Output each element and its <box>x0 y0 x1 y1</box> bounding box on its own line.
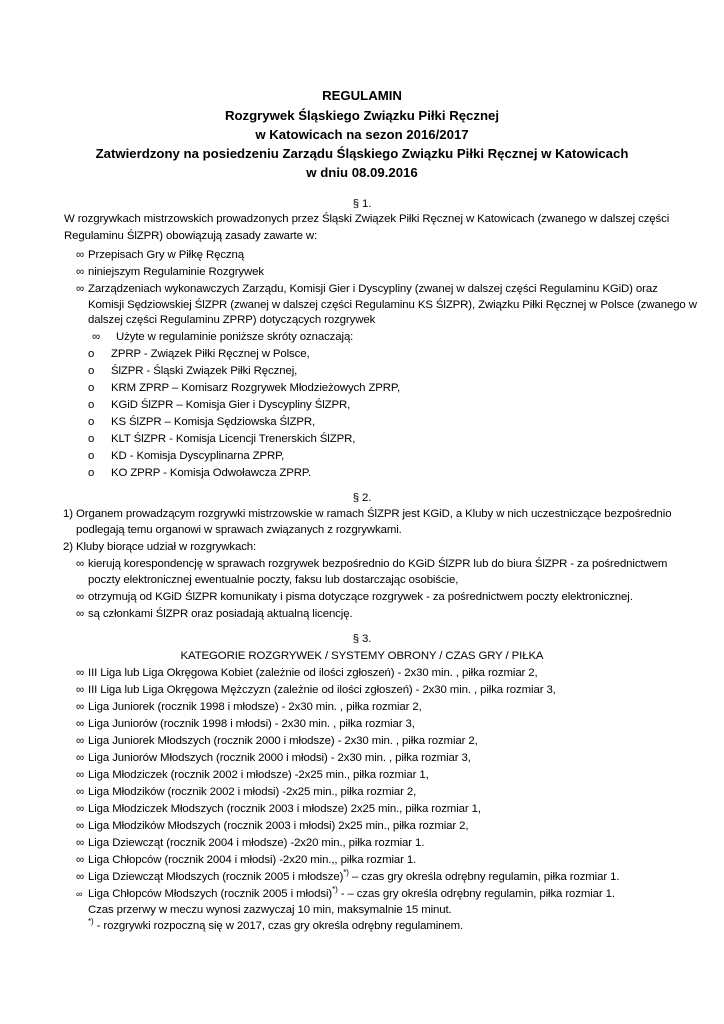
category-item: Liga Chłopców (rocznik 2004 i młodsi) -2x20 min.,, piłka rozmiar 1. <box>88 854 417 866</box>
s1-bullet-3-line3: dalszej części Regulaminu ZPRP) dotyczących rozgrywek <box>88 314 376 326</box>
bullet-icon: ∞ <box>76 769 85 781</box>
break-note: Czas przerwy w meczu wynosi zazwyczaj 10 min, maksymalnie 15 minut. <box>88 904 452 916</box>
category-item: Liga Juniorek (rocznik 1998 i młodsze) - 2x30 min. , piłka rozmiar 2, <box>88 701 422 713</box>
bullet-icon: ∞ <box>76 889 83 899</box>
abbr-item: KD - Komisja Dyscyplinarna ZPRP, <box>111 450 285 462</box>
bullet-icon: ∞ <box>76 591 85 603</box>
section-3-subheading: KATEGORIE ROZGRYWEK / SYSTEMY OBRONY / CZAS GRY / PIŁKA <box>180 650 544 662</box>
s1-bullet-3-line2: Komisji Sędziowskiej ŚlZPR (zwanej w dalszej części Regulaminu KS ŚlZPR), Związku Piłki Ręcznej w Polsce (zwanego w <box>88 299 697 311</box>
s2-bullet-2: otrzymują od KGiD ŚlZPR komunikaty i pisma dotyczące rozgrywek - za pośrednictwem poczty elektronicznej. <box>88 591 633 603</box>
abbr-item: KRM ZPRP – Komisarz Rozgrywek Młodzieżowych ZPRP, <box>111 382 401 394</box>
bullet-icon: ∞ <box>76 854 85 866</box>
bullet-icon: ∞ <box>76 837 85 849</box>
circle-bullet-icon: o <box>88 382 95 394</box>
s1-bullet-1: Przepisach Gry w Piłkę Ręczną <box>88 249 244 261</box>
bullet-icon: ∞ <box>76 249 85 261</box>
abbr-item: KO ZPRP - Komisja Odwoławcza ZPRP. <box>111 467 312 479</box>
bullet-icon: ∞ <box>76 608 85 620</box>
doc-title: REGULAMIN <box>322 88 402 103</box>
bullet-icon: ∞ <box>92 331 101 343</box>
bullet-icon: ∞ <box>76 820 85 832</box>
s2-point-2: Kluby biorące udział w rozgrywkach: <box>76 541 257 553</box>
footnote: *) - rozgrywki rozpoczną się w 2017, czas gry określa odrębny regulaminem. <box>88 917 464 932</box>
s2-bullet-1-line1: kierują korespondencję w sprawach rozgrywek bezpośrednio do KGiD ŚlZPR lub do biura ŚlZPR - za pośrednictwem <box>88 558 668 570</box>
section-1-heading: § 1. <box>352 198 372 210</box>
s2-number-2: 2) <box>63 541 73 553</box>
doc-season: w Katowicach na sezon 2016/2017 <box>255 127 469 142</box>
category-item: Liga Młodzików Młodszych (rocznik 2003 i młodsi) 2x25 min., piłka rozmiar 2, <box>88 820 469 832</box>
category-item: Liga Juniorów Młodszych (rocznik 2000 i młodsi) - 2x30 min. , piłka rozmiar 3, <box>88 752 471 764</box>
s1-bullet-3-line1: Zarządzeniach wykonawczych Zarządu, Komisji Gier i Dyscypliny (zwanej w dalszej części Regulaminu KGiD) oraz <box>88 283 658 295</box>
abbr-item: KGiD ŚlZPR – Komisja Gier i Dyscypliny ŚlZPR, <box>111 399 351 411</box>
doc-subtitle: Rozgrywek Śląskiego Związku Piłki Ręcznej <box>224 108 500 123</box>
category-item: Liga Dziewcząt (rocznik 2004 i młodsze) -2x20 min., piłka rozmiar 1. <box>88 837 425 849</box>
s2-bullet-1-line2: poczty elektronicznej ewentualnie poczty, faksu lub dostarczając osobiście, <box>88 574 459 586</box>
category-item: III Liga lub Liga Okręgowa Kobiet (zależnie od ilości zgłoszeń) - 2x30 min. , piłka rozmiar 2, <box>88 667 538 679</box>
abbr-item: KLT ŚlZPR - Komisja Licencji Trenerskich ŚlZPR, <box>111 433 356 445</box>
bullet-icon: ∞ <box>76 735 85 747</box>
s2-number-1: 1) <box>63 508 73 520</box>
s2-bullet-3: są członkami ŚlZPR oraz posiadają aktualną licencję. <box>88 608 353 620</box>
bullet-icon: ∞ <box>76 701 85 713</box>
circle-bullet-icon: o <box>88 348 95 360</box>
s1-abbr-intro: Użyte w regulaminie poniższe skróty oznaczają: <box>116 331 354 343</box>
s2-point-1-line2: podlegają temu organowi w sprawach związanych z rozgrywkami. <box>76 524 402 536</box>
circle-bullet-icon: o <box>88 433 95 445</box>
bullet-icon: ∞ <box>76 871 85 883</box>
category-item: Liga Juniorek Młodszych (rocznik 2000 i młodsze) - 2x30 min. , piłka rozmiar 2, <box>88 735 478 747</box>
bullet-icon: ∞ <box>76 803 85 815</box>
s1-bullet-2: niniejszym Regulaminie Rozgrywek <box>88 266 264 278</box>
circle-bullet-icon: o <box>88 416 95 428</box>
abbr-item: ZPRP - Związek Piłki Ręcznej w Polsce, <box>111 348 310 360</box>
s2-point-1-line1: Organem prowadzącym rozgrywki mistrzowskie w ramach ŚlZPR jest KGiD, a Kluby w nich uczestniczące bezpośrednio <box>76 508 672 520</box>
category-item: Liga Młodziczek Młodszych (rocznik 2003 i młodsze) 2x25 min., piłka rozmiar 1, <box>88 803 481 815</box>
bullet-icon: ∞ <box>76 752 85 764</box>
category-item-girls-younger: Liga Dziewcząt Młodszych (rocznik 2005 i młodsze)*) – czas gry określa odrębny regulamin, piłka rozmiar 1. <box>88 868 620 883</box>
bullet-icon: ∞ <box>76 283 85 295</box>
circle-bullet-icon: o <box>88 467 95 479</box>
category-item: Liga Juniorów (rocznik 1998 i młodsi) - 2x30 min. , piłka rozmiar 3, <box>88 718 415 730</box>
s1-intro-line1: W rozgrywkach mistrzowskich prowadzonych przez Śląski Związek Piłki Ręcznej w Katowicach (zwanego w dalszej części <box>64 213 670 225</box>
circle-bullet-icon: o <box>88 450 95 462</box>
bullet-icon: ∞ <box>76 718 85 730</box>
doc-date: w dniu 08.09.2016 <box>306 165 418 180</box>
abbr-item: KS ŚlZPR – Komisja Sędziowska ŚlZPR, <box>111 416 316 428</box>
category-item: Liga Młodziczek (rocznik 2002 i młodsze) -2x25 min., piłka rozmiar 1, <box>88 769 429 781</box>
bullet-icon: ∞ <box>76 558 85 570</box>
circle-bullet-icon: o <box>88 365 95 377</box>
bullet-icon: ∞ <box>76 266 85 278</box>
bullet-icon: ∞ <box>76 786 85 798</box>
circle-bullet-icon: o <box>88 399 95 411</box>
category-item-boys-younger: Liga Chłopców Młodszych (rocznik 2005 i młodsi)*) - – czas gry określa odrębny regulamin, piłka rozmiar 1. <box>88 885 615 900</box>
bullet-icon: ∞ <box>76 684 85 696</box>
section-2-heading: § 2. <box>352 492 372 504</box>
doc-approval: Zatwierdzony na posiedzeniu Zarządu Śląskiego Związku Piłki Ręcznej w Katowicach <box>95 146 629 161</box>
category-item: III Liga lub Liga Okręgowa Mężczyzn (zależnie od ilości zgłoszeń) - 2x30 min. , piłka rozmiar 3, <box>88 684 556 696</box>
abbr-item: ŚlZPR - Śląski Związek Piłki Ręcznej, <box>111 365 298 377</box>
s1-intro-line2: Regulaminu ŚlZPR) obowiązują zasady zawarte w: <box>64 230 318 242</box>
category-item: Liga Młodzików (rocznik 2002 i młodsi) -2x25 min., piłka rozmiar 2, <box>88 786 417 798</box>
section-3-heading: § 3. <box>352 633 372 645</box>
bullet-icon: ∞ <box>76 667 85 679</box>
